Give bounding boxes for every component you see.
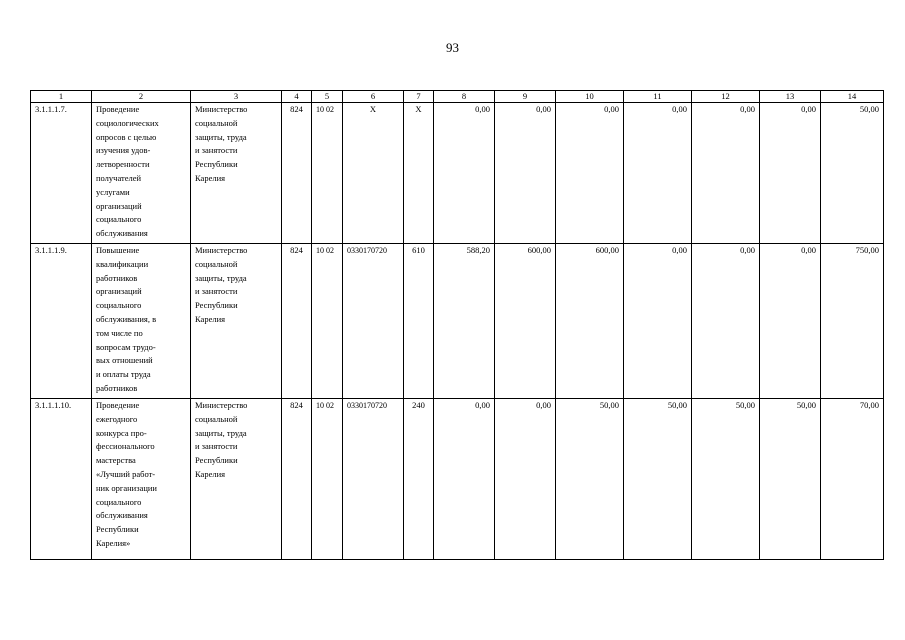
executor-text: Министерство социальной защиты, труда и занятости Республики Карелия — [195, 400, 248, 479]
column-header: 2 — [92, 91, 191, 103]
cell-col11: 50,00 — [624, 399, 692, 560]
table-row — [31, 103, 884, 244]
cell-col11: 0,00 — [624, 244, 692, 399]
cell-col10: 600,00 — [556, 244, 624, 399]
page-number: 93 — [446, 40, 459, 55]
cell-col6: Х — [343, 103, 404, 244]
cell-col13: 50,00 — [760, 399, 821, 560]
cell-col7: 610 — [404, 244, 434, 399]
budget-table — [30, 90, 884, 560]
activity-text: Проведение социологических опросов с целью изучения удов- летворенности получателей услугами организаций социального обслуживания — [96, 104, 159, 239]
cell-col9: 600,00 — [495, 244, 556, 399]
column-header: 12 — [692, 91, 760, 103]
column-header: 13 — [760, 91, 821, 103]
cell-col11: 0,00 — [624, 103, 692, 244]
cell-col9: 0,00 — [495, 399, 556, 560]
activity-text: Повышение квалификации работников организаций социального обслуживания, в том числе по вопросам трудо- вых отношений и оплаты труда работников — [96, 245, 157, 393]
cell-col5: 10 02 — [312, 244, 343, 399]
cell-col8: 0,00 — [434, 103, 495, 244]
cell-col10: 50,00 — [556, 399, 624, 560]
cell-col8: 588,20 — [434, 244, 495, 399]
row-code: 3.1.1.1.7. — [31, 103, 92, 244]
cell-col6: 0330170720 — [343, 244, 404, 399]
cell-col12: 0,00 — [692, 103, 760, 244]
cell-col13: 0,00 — [760, 103, 821, 244]
column-header: 5 — [312, 91, 343, 103]
executor-cell — [191, 103, 282, 244]
cell-col4: 824 — [282, 244, 312, 399]
cell-col10: 0,00 — [556, 103, 624, 244]
activity-cell — [92, 103, 191, 244]
column-header: 4 — [282, 91, 312, 103]
cell-col14: 50,00 — [821, 103, 884, 244]
table-row — [31, 399, 884, 560]
activity-cell — [92, 399, 191, 560]
cell-col6: 0330170720 — [343, 399, 404, 560]
column-header: 14 — [821, 91, 884, 103]
cell-col5: 10 02 — [312, 103, 343, 244]
table-row — [31, 244, 884, 399]
cell-col14: 70,00 — [821, 399, 884, 560]
row-code: 3.1.1.1.9. — [31, 244, 92, 399]
column-header: 7 — [404, 91, 434, 103]
cell-col12: 0,00 — [692, 244, 760, 399]
cell-col5: 10 02 — [312, 399, 343, 560]
column-header: 10 — [556, 91, 624, 103]
activity-text: Проведение ежегодного конкурса про- фессионального мастерства «Лучший работ- ник организации социального обслуживания Республики Карелия» — [96, 400, 157, 548]
cell-col8: 0,00 — [434, 399, 495, 560]
activity-cell — [92, 244, 191, 399]
column-header: 9 — [495, 91, 556, 103]
executor-cell — [191, 244, 282, 399]
cell-col9: 0,00 — [495, 103, 556, 244]
column-header: 3 — [191, 91, 282, 103]
row-code: 3.1.1.1.10. — [31, 399, 92, 560]
column-header: 8 — [434, 91, 495, 103]
executor-text: Министерство социальной защиты, труда и занятости Республики Карелия — [195, 104, 248, 183]
column-header: 11 — [624, 91, 692, 103]
header-row — [31, 91, 884, 103]
cell-col13: 0,00 — [760, 244, 821, 399]
executor-cell — [191, 399, 282, 560]
cell-col4: 824 — [282, 103, 312, 244]
column-header: 1 — [31, 91, 92, 103]
cell-col7: 240 — [404, 399, 434, 560]
column-header: 6 — [343, 91, 404, 103]
executor-text: Министерство социальной защиты, труда и занятости Республики Карелия — [195, 245, 248, 324]
cell-col12: 50,00 — [692, 399, 760, 560]
cell-col4: 824 — [282, 399, 312, 560]
cell-col7: Х — [404, 103, 434, 244]
cell-col14: 750,00 — [821, 244, 884, 399]
